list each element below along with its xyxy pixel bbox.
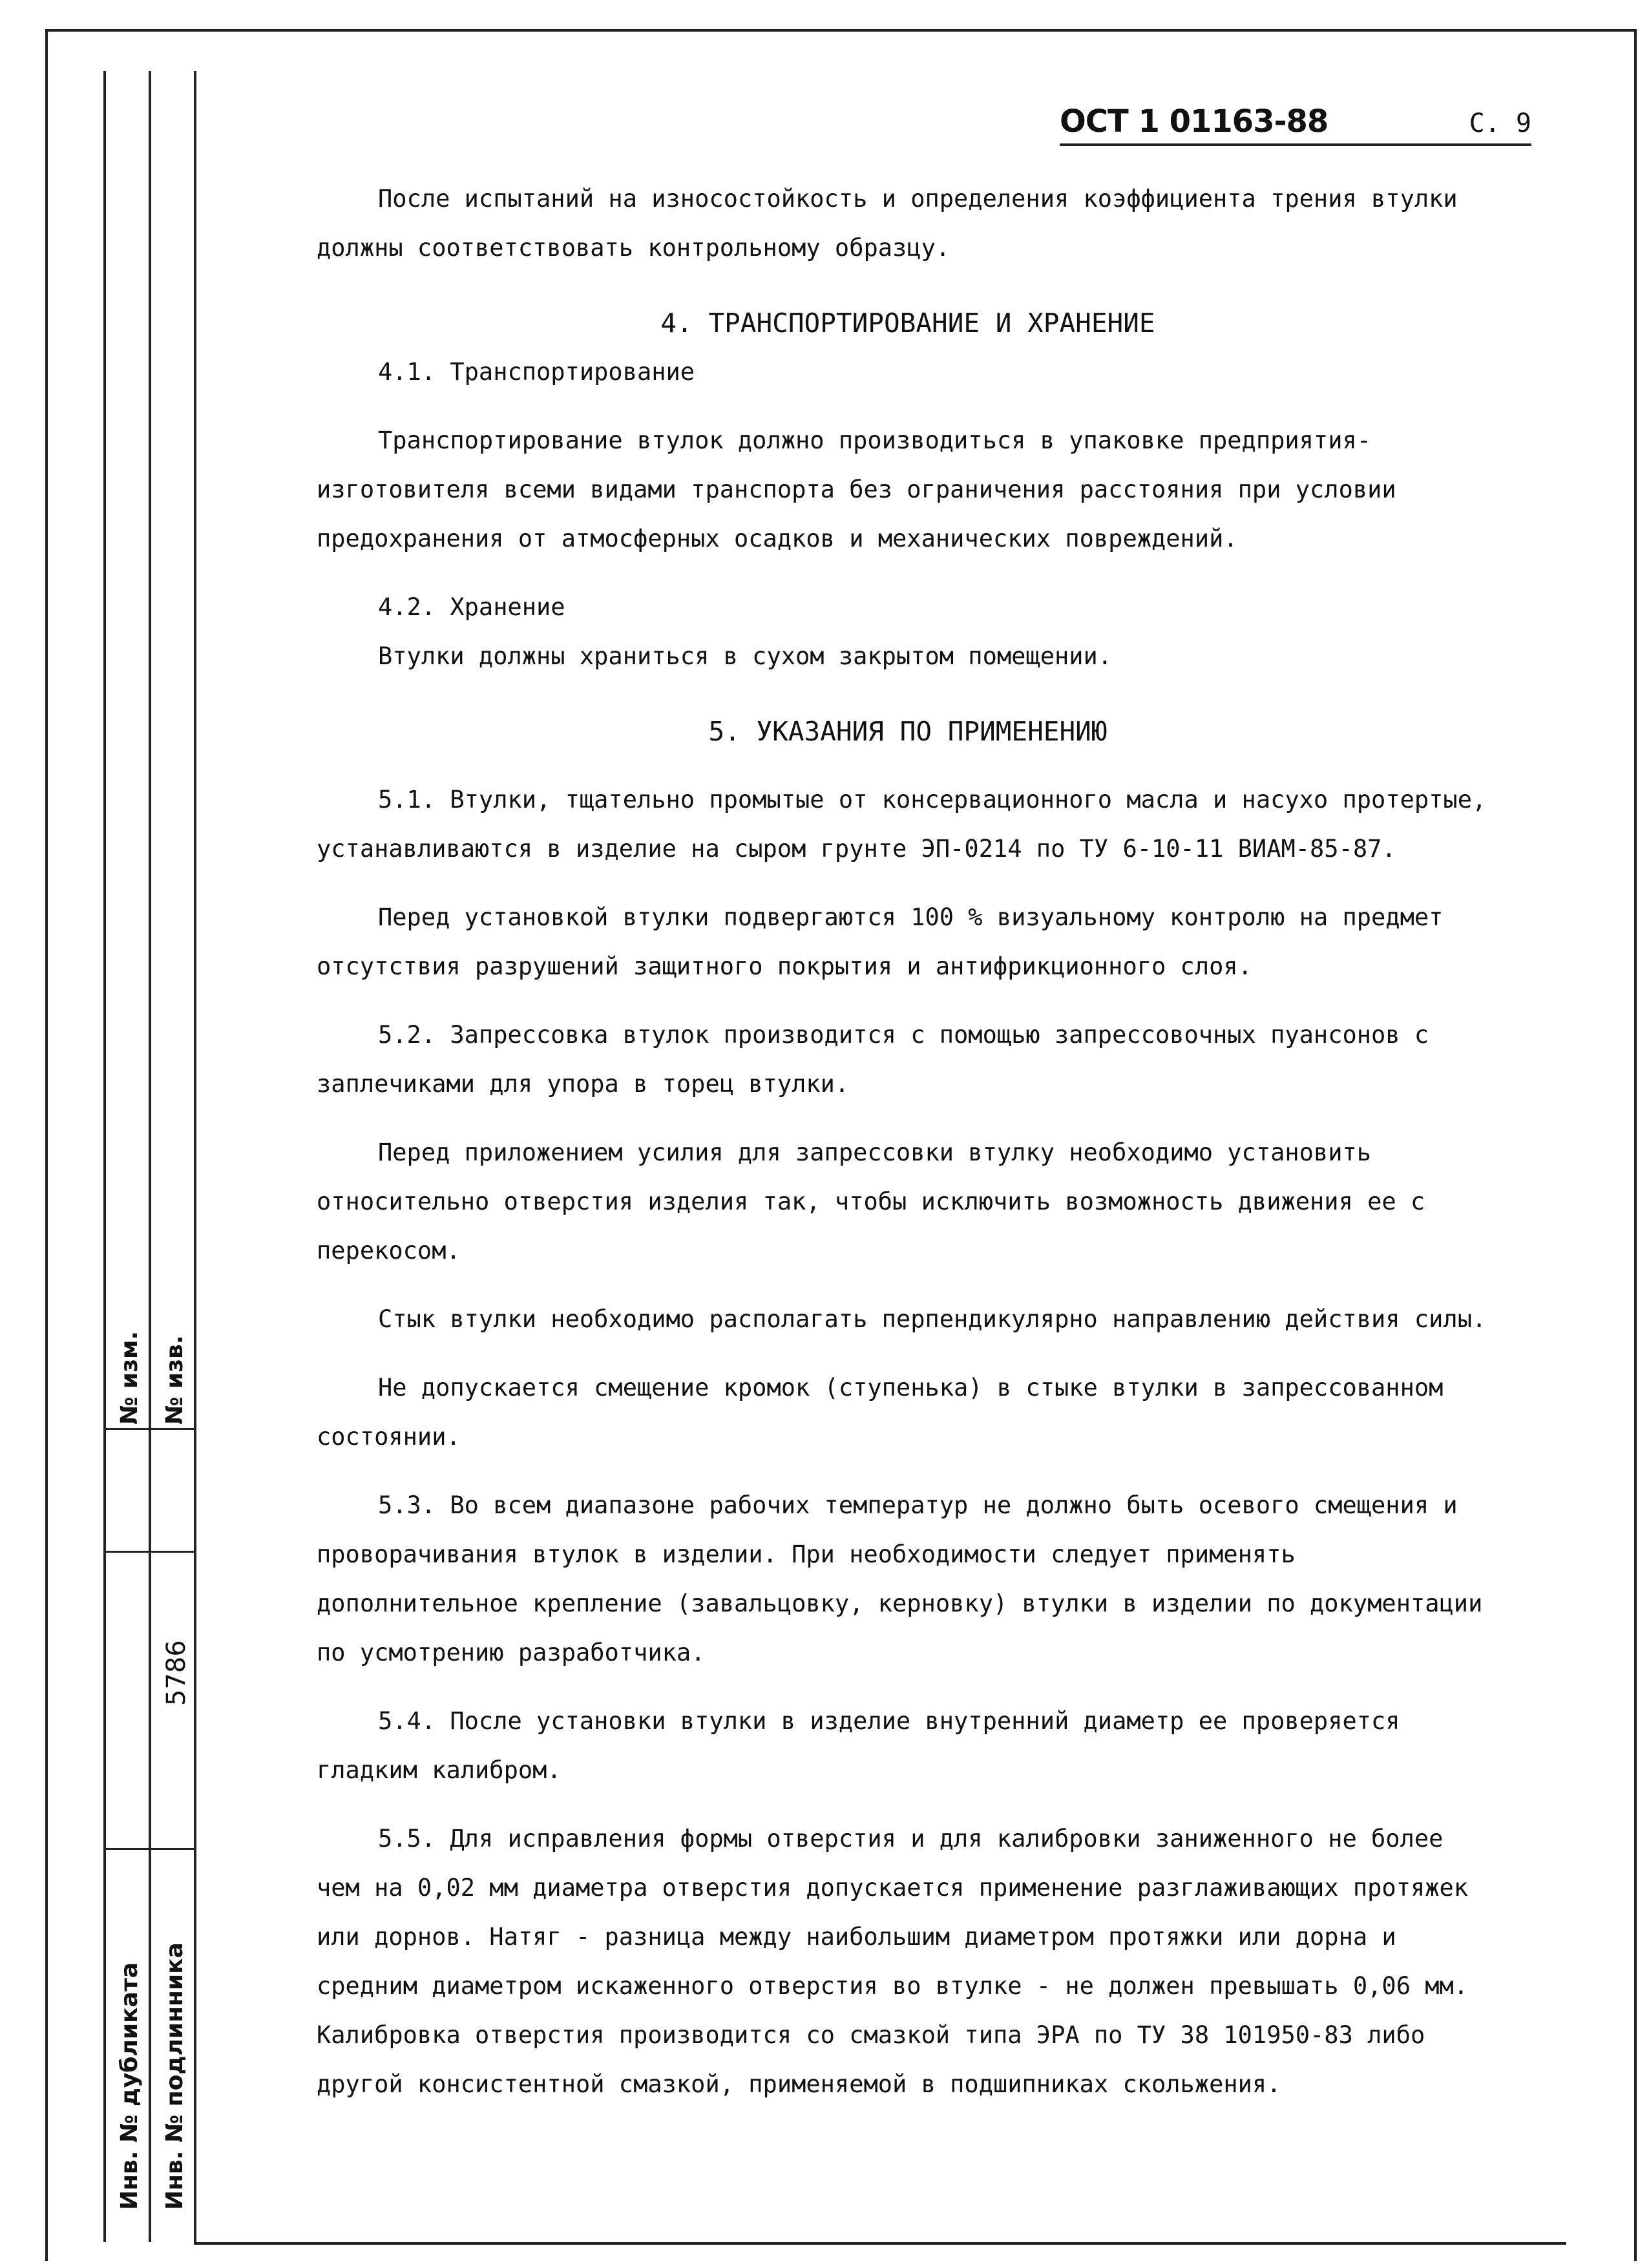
margin-column-right [149, 71, 196, 2242]
paragraph: После испытаний на износостойкость и определения коэффициента трения втулки должны соответствовать контрольному образцу. [317, 185, 1458, 262]
paragraph: 5.5. Для исправления формы отверстия и для калибровки заниженного не более чем на 0,02 мм диаметра отверстия допускается применение разглаживающих протяжек или дорнов. Натяг - разница между наибольшим диаметром протяжки или дорна и средним диаметром искаженного отверстия во втулке - не должен превышать 0,06 мм. Калибровка отверстия производится со смазкой типа ЭРА по ТУ 38 101950-83 либо другой консистентной смазкой, применяемой в подшипниках скольжения. [317, 1825, 1469, 2098]
paragraph: 5.4. После установки втулки в изделие внутренний диаметр ее проверяется гладким калибром. [317, 1707, 1400, 1784]
paragraph: Стык втулки необходимо располагать перпендикулярно направлению действия силы. [378, 1305, 1487, 1333]
margin-divider [103, 1428, 194, 1430]
subsection-heading: 4.2. Хранение [378, 593, 565, 621]
paragraph: 5.2. Запрессовка втулок производится с помощью запрессовочных пуансонов с заплечиками для упора в торец втулки. [317, 1021, 1429, 1098]
original-inv-label: Инв. № подлинника [162, 1942, 188, 2210]
duplicate-inv-label: Инв. № дубликата [116, 1962, 143, 2210]
paragraph: 5.1. Втулки, тщательно промытые от консервационного масла и насухо протертые, устанавливаются в изделие на сыром грунте ЭП-0214 по ТУ 6-10-11 ВИАМ-85-87. [317, 786, 1487, 863]
paragraph: Втулки должны храниться в сухом закрытом помещении. [378, 642, 1113, 670]
page-number: С. 9 [1469, 109, 1531, 138]
paragraph: Не допускается смещение кромок (ступенька) в стыке втулки в запрессованном состоянии. [317, 1374, 1444, 1451]
paragraph: Перед приложением усилия для запрессовки втулку необходимо установить относительно отверстия изделия так, чтобы исключить возможность движения ее с перекосом. [317, 1139, 1425, 1265]
section-heading: 5. УКАЗАНИЯ ПО ПРИМЕНЕНИЮ [708, 716, 1108, 747]
standard-number: ОСТ 1 01163-88 [1060, 103, 1329, 140]
page-header [1060, 103, 1531, 146]
paragraph: 5.3. Во всем диапазоне рабочих температур не должно быть осевого смещения и проворачивания втулок в изделии. При необходимости следует применять дополнительное крепление (завальцовку, керновку) втулки в изделии по документации по усмотрению разработчика. [317, 1491, 1483, 1666]
margin-divider [103, 1848, 194, 1850]
paragraph: Транспортирование втулок должно производиться в упаковке предприятия-изготовителя всеми видами транспорта без ограничения расстояния при условии предохранения от атмосферных осадков и механических повреждений. [317, 426, 1396, 552]
paragraph: Перед установкой втулки подвергаются 100 % визуальному контролю на предмет отсутствия разрушений защитного покрытия и антифрикционного слоя. [317, 903, 1444, 980]
document-body [317, 174, 1499, 2109]
izm-label: № изм. [116, 1330, 143, 1425]
subsection-heading: 4.1. Транспортирование [378, 358, 695, 386]
izv-label: № изв. [162, 1335, 188, 1425]
section-heading: 4. ТРАНСПОРТИРОВАНИЕ И ХРАНЕНИЕ [660, 308, 1155, 339]
inv-number: 5786 [162, 1640, 191, 1706]
margin-divider [103, 1551, 194, 1553]
margin-column-left [103, 71, 151, 2242]
